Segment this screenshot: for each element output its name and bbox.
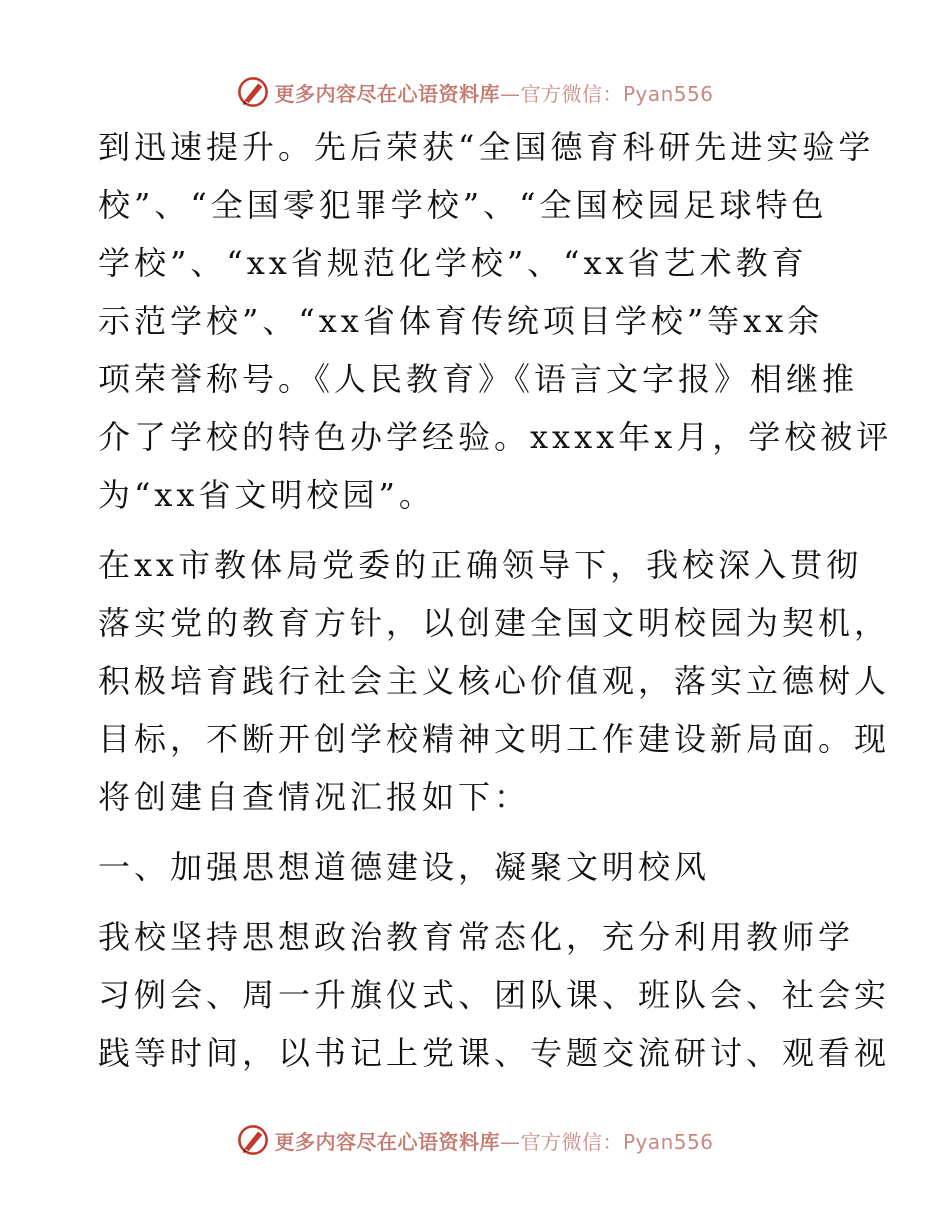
- header-watermark: [0, 72, 950, 112]
- footer-watermark: [0, 1120, 950, 1160]
- watermark-dash: —: [499, 81, 521, 106]
- text-line: 目标，不断开创学校精神文明工作建设新局面。现: [98, 720, 891, 758]
- text-line: 学校”、“xx省规范化学校”、“xx省艺术教育: [98, 244, 808, 282]
- text-line: 将创建自查情况汇报如下：: [98, 778, 531, 816]
- text-line: 在xx市教体局党委的正确领导下，我校深入贯彻: [98, 546, 863, 584]
- watermark-text: [274, 1126, 713, 1155]
- section-heading: [98, 838, 858, 896]
- watermark-dash: —: [499, 1129, 521, 1154]
- watermark-brand: 更多内容尽在心语资料库: [274, 1129, 500, 1154]
- text-line: 示范学校”、“xx省体育传统项目学校”等xx余: [98, 302, 824, 340]
- text-line: 校”、“全国零犯罪学校”、“全国校园足球特色: [98, 186, 828, 224]
- watermark-text: [274, 78, 713, 107]
- text-line: 落实党的教育方针，以创建全国文明校园为契机，: [98, 604, 891, 642]
- text-line: 介了学校的特色办学经验。xxxx年x月，学校被评: [98, 418, 893, 456]
- watermark-suffix: 官方微信：Pyan556: [520, 1129, 714, 1154]
- text-line: 积极培育践行社会主义核心价值观，落实立德树人: [98, 662, 891, 700]
- text-line: 习例会、周一升旗仪式、团队课、班队会、社会实: [98, 976, 891, 1014]
- document-body: [98, 118, 893, 1082]
- text-line: 项荣誉称号。《人民教育》《语言文字报》相继推: [98, 360, 859, 398]
- heading-line: 一、加强思想道德建设，凝聚文明校风: [98, 848, 711, 886]
- text-line: 践等时间，以书记上党课、专题交流研讨、观看视: [98, 1034, 891, 1072]
- paragraph-intro: [98, 536, 891, 826]
- text-line: 到迅速提升。先后荣获“全国德育科研先进实验学: [98, 128, 875, 166]
- paragraph-honors: [98, 118, 893, 524]
- text-line: 我校坚持思想政治教育常态化，充分利用教师学: [98, 918, 855, 956]
- paragraph-section-body: [98, 908, 891, 1082]
- watermark-suffix: 官方微信：Pyan556: [520, 81, 714, 106]
- watermark-brand: 更多内容尽在心语资料库: [274, 81, 500, 106]
- pen-circle-logo-icon: [236, 75, 270, 109]
- text-line: 为“xx省文明校园”。: [98, 476, 435, 514]
- pen-circle-logo-icon: [236, 1123, 270, 1157]
